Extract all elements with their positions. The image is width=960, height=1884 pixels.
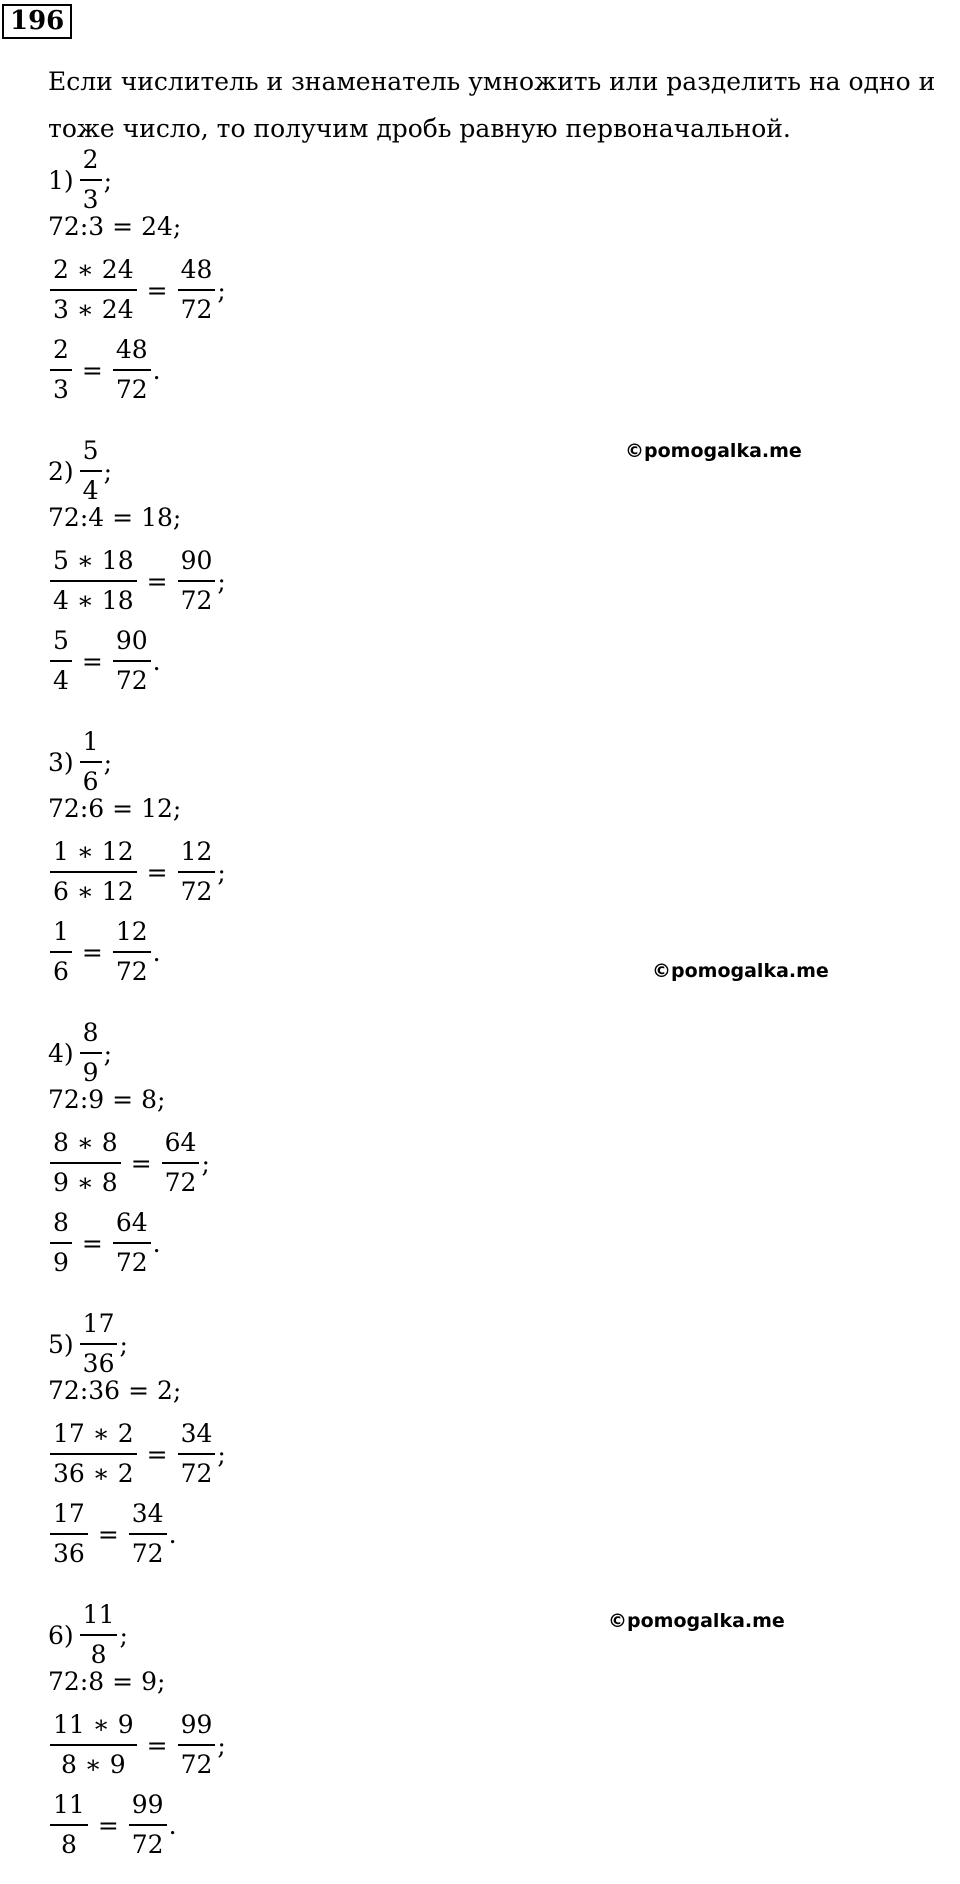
item-5-result bbox=[48, 1494, 177, 1574]
item-5-res-equiv bbox=[129, 1495, 167, 1573]
item-6-mult-result-numerator bbox=[178, 1706, 216, 1744]
item-3-mult-semicolon: ; bbox=[217, 857, 226, 887]
item-4-mult-fraction-numerator bbox=[50, 1124, 121, 1162]
item-3-div-b: 6 bbox=[88, 793, 105, 823]
item-2-res-equiv bbox=[113, 622, 151, 700]
item-4-div-eq: = bbox=[112, 1084, 134, 1114]
item-3-res-fraction-denominator bbox=[50, 953, 72, 991]
item-6-res-fraction-numerator bbox=[50, 1786, 88, 1824]
item-3-res-eq: = bbox=[81, 937, 103, 967]
item-6-mult-fraction bbox=[50, 1706, 137, 1784]
item-5-div-eq: = bbox=[128, 1375, 150, 1405]
item-1-div-72: 72 bbox=[48, 211, 80, 241]
item-1-res-equiv-numerator bbox=[113, 331, 151, 369]
item-3-mult-fraction-numerator bbox=[50, 833, 137, 871]
item-6-label: 6) bbox=[48, 1620, 74, 1650]
item-2-div-semicolon: ; bbox=[172, 502, 182, 532]
item-4-mult-fraction bbox=[50, 1124, 121, 1202]
item-1-mult-b: 3 bbox=[53, 295, 69, 324]
item-6-mult-fraction-numerator bbox=[50, 1706, 137, 1744]
item-2-mult-fraction-denominator bbox=[50, 582, 137, 620]
item-2-div-colon: : bbox=[79, 502, 89, 532]
item-5-mult-fraction-denominator bbox=[50, 1455, 137, 1493]
item-3-semicolon: ; bbox=[103, 747, 113, 777]
item-1-result bbox=[48, 330, 161, 410]
item-2-mult-eq: = bbox=[146, 566, 168, 596]
item-5-multiplication bbox=[48, 1414, 226, 1494]
item-3-res-b: 6 bbox=[53, 957, 69, 986]
item-2-res-equiv-numerator bbox=[113, 622, 151, 660]
item-3-mult-result-denominator bbox=[178, 873, 216, 911]
item-1-mult-k2: 24 bbox=[101, 295, 134, 324]
item-5-div-72: 72 bbox=[48, 1375, 80, 1405]
item-6-mult-na: 99 bbox=[180, 1710, 213, 1739]
item-5-div-b: 36 bbox=[88, 1375, 121, 1405]
item-3-res-equiv-numerator bbox=[113, 913, 151, 951]
item-4-res-a: 8 bbox=[53, 1208, 69, 1237]
watermark-1: ©pomogalka.me bbox=[625, 440, 802, 462]
item-2-result bbox=[48, 621, 161, 701]
item-4-res-na: 64 bbox=[115, 1208, 148, 1237]
item-4-division bbox=[48, 1079, 165, 1119]
item-1-div-k: 24 bbox=[141, 211, 173, 241]
item-2-res-fraction-numerator bbox=[50, 622, 72, 660]
item-4-mult-k2: 8 bbox=[101, 1168, 118, 1197]
item-4-div-b: 9 bbox=[88, 1084, 105, 1114]
item-5-mult-k2: 2 bbox=[117, 1459, 134, 1488]
item-4-multiplication bbox=[48, 1123, 210, 1203]
item-2-div-72: 72 bbox=[48, 502, 80, 532]
item-5-res-fraction-numerator bbox=[50, 1495, 88, 1533]
item-5-mult-k1: 2 bbox=[117, 1419, 134, 1448]
item-1-mult-k1: 24 bbox=[101, 255, 134, 284]
item-6-res-eq: = bbox=[97, 1810, 119, 1840]
item-3-mult-a: 1 bbox=[53, 837, 69, 866]
item-1-mult-fraction-denominator bbox=[50, 291, 137, 329]
item-3-res-72: 72 bbox=[115, 957, 148, 986]
item-4-res-equiv-numerator bbox=[113, 1204, 151, 1242]
item-2-mult-na: 90 bbox=[180, 546, 213, 575]
item-2-mult-op2: ∗ bbox=[68, 586, 102, 615]
item-5-mult-na: 34 bbox=[180, 1419, 213, 1448]
item-5-mult-fraction bbox=[50, 1415, 137, 1493]
item-1-mult-eq: = bbox=[146, 275, 168, 305]
item-3-mult-op2: ∗ bbox=[68, 877, 102, 906]
item-5-a: 17 bbox=[82, 1309, 115, 1338]
item-4-res-eq: = bbox=[81, 1228, 103, 1258]
item-1-res-b: 3 bbox=[53, 375, 69, 404]
item-3-res-equiv-denominator bbox=[113, 953, 151, 991]
item-5-res-equiv-numerator bbox=[129, 1495, 167, 1533]
item-1-div-colon: : bbox=[79, 211, 89, 241]
item-2-mult-fraction bbox=[50, 542, 137, 620]
item-2-mult-k2: 18 bbox=[101, 586, 134, 615]
item-4-semicolon: ; bbox=[103, 1038, 113, 1068]
item-2-mult-a: 5 bbox=[53, 546, 69, 575]
item-1-label: 1) bbox=[48, 165, 74, 195]
item-5-label: 5) bbox=[48, 1329, 74, 1359]
item-1-res-fraction bbox=[50, 331, 72, 409]
item-6-div-eq: = bbox=[112, 1666, 134, 1696]
item-5-div-semicolon: ; bbox=[172, 1375, 182, 1405]
item-1-res-period: . bbox=[152, 355, 161, 385]
item-5-division bbox=[48, 1370, 181, 1410]
item-6-result bbox=[48, 1785, 177, 1865]
item-3-mult-fraction-denominator bbox=[50, 873, 137, 911]
item-2-res-fraction bbox=[50, 622, 72, 700]
item-2-res-72: 72 bbox=[115, 666, 148, 695]
item-3-multiplication bbox=[48, 832, 226, 912]
item-2-a: 5 bbox=[82, 436, 99, 465]
item-5-semicolon: ; bbox=[119, 1329, 128, 1359]
item-1-div-eq: = bbox=[112, 211, 134, 241]
item-6-mult-op2: ∗ bbox=[76, 1750, 110, 1779]
item-3-mult-k1: 12 bbox=[101, 837, 134, 866]
item-3-mult-72: 72 bbox=[180, 877, 213, 906]
item-6-semicolon: ; bbox=[119, 1620, 128, 1650]
item-2-div-eq: = bbox=[112, 502, 134, 532]
item-2-division bbox=[48, 497, 181, 537]
item-6-div-b: 8 bbox=[88, 1666, 105, 1696]
item-2-label: 2) bbox=[48, 456, 74, 486]
item-5-div-colon: : bbox=[79, 1375, 89, 1405]
item-4-b: 9 bbox=[82, 1058, 99, 1087]
item-2-div-k: 18 bbox=[141, 502, 173, 532]
item-4-res-period: . bbox=[152, 1228, 161, 1258]
item-6-mult-b: 8 bbox=[60, 1750, 77, 1779]
item-2-mult-result-numerator bbox=[178, 542, 216, 580]
item-3-mult-eq: = bbox=[146, 857, 168, 887]
item-1-res-na: 48 bbox=[115, 335, 148, 364]
item-3-mult-result bbox=[178, 833, 216, 911]
item-6-div-k: 9 bbox=[141, 1666, 158, 1696]
item-4-result bbox=[48, 1203, 161, 1283]
item-6-mult-72: 72 bbox=[180, 1750, 213, 1779]
item-3-div-eq: = bbox=[112, 793, 134, 823]
item-1-b: 3 bbox=[82, 185, 99, 214]
item-3-result bbox=[48, 912, 161, 992]
item-2-mult-op1: ∗ bbox=[68, 546, 102, 575]
item-5-res-a: 17 bbox=[53, 1499, 85, 1528]
item-5-res-na: 34 bbox=[131, 1499, 164, 1528]
item-2-mult-semicolon: ; bbox=[217, 566, 226, 596]
item-5-mult-a: 17 bbox=[53, 1419, 85, 1448]
item-6-res-na: 99 bbox=[131, 1790, 164, 1819]
item-6-mult-op1: ∗ bbox=[84, 1710, 118, 1739]
item-1-fraction-numerator bbox=[80, 141, 102, 179]
item-4-res-equiv bbox=[113, 1204, 151, 1282]
item-1-mult-72: 72 bbox=[180, 295, 213, 324]
item-1-multiplication bbox=[48, 250, 226, 330]
item-6-mult-semicolon: ; bbox=[217, 1730, 226, 1760]
item-6-div-semicolon: ; bbox=[157, 1666, 166, 1696]
item-3-div-k: 12 bbox=[141, 793, 173, 823]
item-3-res-equiv bbox=[113, 913, 151, 991]
item-2-res-a: 5 bbox=[53, 626, 69, 655]
item-1-mult-result-numerator bbox=[178, 251, 216, 289]
item-6-res-fraction-denominator bbox=[58, 1826, 80, 1864]
item-1-div-semicolon: ; bbox=[172, 211, 182, 241]
item-6-mult-fraction-denominator bbox=[58, 1746, 129, 1784]
item-5-mult-result bbox=[178, 1415, 216, 1493]
item-6-res-period: . bbox=[168, 1810, 177, 1840]
item-4-res-equiv-denominator bbox=[113, 1244, 151, 1282]
item-5-mult-result-numerator bbox=[178, 1415, 216, 1453]
item-1-mult-a: 2 bbox=[53, 255, 69, 284]
item-1-div-b: 3 bbox=[88, 211, 105, 241]
item-1-res-72: 72 bbox=[115, 375, 148, 404]
item-4-mult-fraction-denominator bbox=[50, 1164, 121, 1202]
item-1-mult-fraction bbox=[50, 251, 137, 329]
item-2-b: 4 bbox=[82, 476, 99, 505]
item-5-mult-fraction-numerator bbox=[50, 1415, 137, 1453]
item-6-div-72: 72 bbox=[48, 1666, 80, 1696]
item-4-a: 8 bbox=[82, 1018, 99, 1047]
item-4-mult-b: 9 bbox=[53, 1168, 69, 1197]
item-1-mult-na: 48 bbox=[180, 255, 213, 284]
item-6-fraction-numerator bbox=[80, 1596, 118, 1634]
item-1-res-equiv-denominator bbox=[113, 371, 151, 409]
item-2-res-fraction-denominator bbox=[50, 662, 72, 700]
item-3-res-na: 12 bbox=[115, 917, 148, 946]
item-5-mult-eq: = bbox=[146, 1439, 168, 1469]
item-5-res-b: 36 bbox=[53, 1539, 85, 1568]
problem-number: 196 bbox=[2, 4, 72, 39]
item-6-div-colon: : bbox=[79, 1666, 89, 1696]
item-3-div-72: 72 bbox=[48, 793, 80, 823]
item-1-res-fraction-numerator bbox=[50, 331, 72, 369]
intro-line-2: тоже число, то получим дробь равную первоначальной. bbox=[48, 114, 791, 143]
item-4-mult-eq: = bbox=[130, 1148, 152, 1178]
item-3-label: 3) bbox=[48, 747, 74, 777]
item-1-mult-result-denominator bbox=[178, 291, 216, 329]
item-6-res-equiv bbox=[129, 1786, 167, 1864]
item-3-b: 6 bbox=[82, 767, 99, 796]
item-4-res-72: 72 bbox=[115, 1248, 148, 1277]
item-4-mult-op2: ∗ bbox=[68, 1168, 102, 1197]
item-5-mult-b: 36 bbox=[53, 1459, 85, 1488]
item-5-res-fraction bbox=[50, 1495, 88, 1573]
item-3-mult-b: 6 bbox=[53, 877, 69, 906]
item-1-res-fraction-denominator bbox=[50, 371, 72, 409]
item-3-mult-op1: ∗ bbox=[68, 837, 102, 866]
item-3-div-semicolon: ; bbox=[172, 793, 182, 823]
item-5-mult-op1: ∗ bbox=[84, 1419, 118, 1448]
item-1-semicolon: ; bbox=[103, 165, 113, 195]
item-4-mult-72: 72 bbox=[164, 1168, 197, 1197]
item-6-a: 11 bbox=[82, 1600, 115, 1629]
item-5-div-k: 2 bbox=[157, 1375, 173, 1405]
item-5-res-equiv-denominator bbox=[129, 1535, 167, 1573]
item-5-res-fraction-denominator bbox=[50, 1535, 88, 1573]
item-6-mult-result-denominator bbox=[178, 1746, 216, 1784]
item-2-mult-fraction-numerator bbox=[50, 542, 137, 580]
item-6-mult-k1: 9 bbox=[117, 1710, 134, 1739]
item-6-b: 8 bbox=[90, 1640, 107, 1669]
item-2-res-eq: = bbox=[81, 646, 103, 676]
item-2-fraction-numerator bbox=[80, 432, 102, 470]
item-4-mult-result-denominator bbox=[162, 1164, 200, 1202]
item-6-res-equiv-denominator bbox=[129, 1826, 167, 1864]
item-2-mult-k1: 18 bbox=[101, 546, 134, 575]
item-2-res-na: 90 bbox=[115, 626, 148, 655]
watermark-2: ©pomogalka.me bbox=[652, 960, 829, 982]
item-3-res-fraction-numerator bbox=[50, 913, 72, 951]
item-2-mult-result bbox=[178, 542, 216, 620]
item-3-division bbox=[48, 788, 181, 828]
item-4-res-b: 9 bbox=[53, 1248, 69, 1277]
item-6-multiplication bbox=[48, 1705, 226, 1785]
item-6-mult-k2: 9 bbox=[109, 1750, 126, 1779]
item-1-mult-fraction-numerator bbox=[50, 251, 137, 289]
item-1-mult-op2: ∗ bbox=[68, 295, 102, 324]
item-4-mult-k1: 8 bbox=[101, 1128, 118, 1157]
item-6-mult-eq: = bbox=[146, 1730, 168, 1760]
item-5-fraction-numerator bbox=[80, 1305, 118, 1343]
item-5-mult-op2: ∗ bbox=[84, 1459, 118, 1488]
item-4-div-72: 72 bbox=[48, 1084, 80, 1114]
item-5-res-72: 72 bbox=[131, 1539, 164, 1568]
item-2-div-b: 4 bbox=[88, 502, 105, 532]
item-6-res-b: 8 bbox=[60, 1830, 77, 1859]
item-4-mult-a: 8 bbox=[53, 1128, 69, 1157]
item-5-mult-semicolon: ; bbox=[217, 1439, 226, 1469]
item-4-mult-semicolon: ; bbox=[201, 1148, 210, 1178]
item-5-res-period: . bbox=[168, 1519, 177, 1549]
item-4-mult-result bbox=[162, 1124, 200, 1202]
item-2-mult-b: 4 bbox=[53, 586, 69, 615]
item-1-res-eq: = bbox=[81, 355, 103, 385]
item-1-mult-result bbox=[178, 251, 216, 329]
item-2-semicolon: ; bbox=[103, 456, 113, 486]
item-5-mult-72: 72 bbox=[180, 1459, 213, 1488]
item-4-mult-na: 64 bbox=[164, 1128, 197, 1157]
item-1-mult-semicolon: ; bbox=[217, 275, 226, 305]
item-6-res-72: 72 bbox=[131, 1830, 164, 1859]
item-2-res-equiv-denominator bbox=[113, 662, 151, 700]
item-6-division bbox=[48, 1661, 165, 1701]
item-1-mult-op1: ∗ bbox=[68, 255, 102, 284]
item-1-division bbox=[48, 206, 181, 246]
item-4-res-fraction-denominator bbox=[50, 1244, 72, 1282]
item-3-res-a: 1 bbox=[53, 917, 69, 946]
item-4-mult-result-numerator bbox=[162, 1124, 200, 1162]
item-3-a: 1 bbox=[82, 727, 99, 756]
item-4-mult-op1: ∗ bbox=[68, 1128, 102, 1157]
item-3-fraction-numerator bbox=[80, 723, 102, 761]
item-5-res-eq: = bbox=[97, 1519, 119, 1549]
item-4-div-k: 8 bbox=[141, 1084, 158, 1114]
item-1-res-a: 2 bbox=[53, 335, 69, 364]
item-3-mult-fraction bbox=[50, 833, 137, 911]
item-6-res-equiv-numerator bbox=[129, 1786, 167, 1824]
item-3-mult-result-numerator bbox=[178, 833, 216, 871]
item-6-mult-a: 11 bbox=[53, 1710, 85, 1739]
item-3-res-period: . bbox=[152, 937, 161, 967]
item-5-b: 36 bbox=[82, 1349, 115, 1378]
item-2-mult-result-denominator bbox=[178, 582, 216, 620]
item-2-res-b: 4 bbox=[53, 666, 69, 695]
item-2-mult-72: 72 bbox=[180, 586, 213, 615]
item-4-res-fraction bbox=[50, 1204, 72, 1282]
item-4-div-colon: : bbox=[79, 1084, 89, 1114]
item-4-fraction-numerator bbox=[80, 1014, 102, 1052]
item-4-label: 4) bbox=[48, 1038, 74, 1068]
item-4-res-fraction-numerator bbox=[50, 1204, 72, 1242]
item-1-a: 2 bbox=[82, 145, 99, 174]
item-3-mult-na: 12 bbox=[180, 837, 213, 866]
item-4-div-semicolon: ; bbox=[157, 1084, 166, 1114]
item-2-res-period: . bbox=[152, 646, 161, 676]
item-1-res-equiv bbox=[113, 331, 151, 409]
item-6-res-fraction bbox=[50, 1786, 88, 1864]
item-6-mult-result bbox=[178, 1706, 216, 1784]
watermark-3: ©pomogalka.me bbox=[608, 1610, 785, 1632]
item-3-div-colon: : bbox=[79, 793, 89, 823]
item-3-res-fraction bbox=[50, 913, 72, 991]
item-3-mult-k2: 12 bbox=[101, 877, 134, 906]
intro-text bbox=[48, 58, 954, 152]
item-2-multiplication bbox=[48, 541, 226, 621]
item-5-mult-result-denominator bbox=[178, 1455, 216, 1493]
item-6-res-a: 11 bbox=[53, 1790, 85, 1819]
intro-line-1: Если числитель и знаменатель умножить или разделить на одно и bbox=[48, 67, 936, 96]
